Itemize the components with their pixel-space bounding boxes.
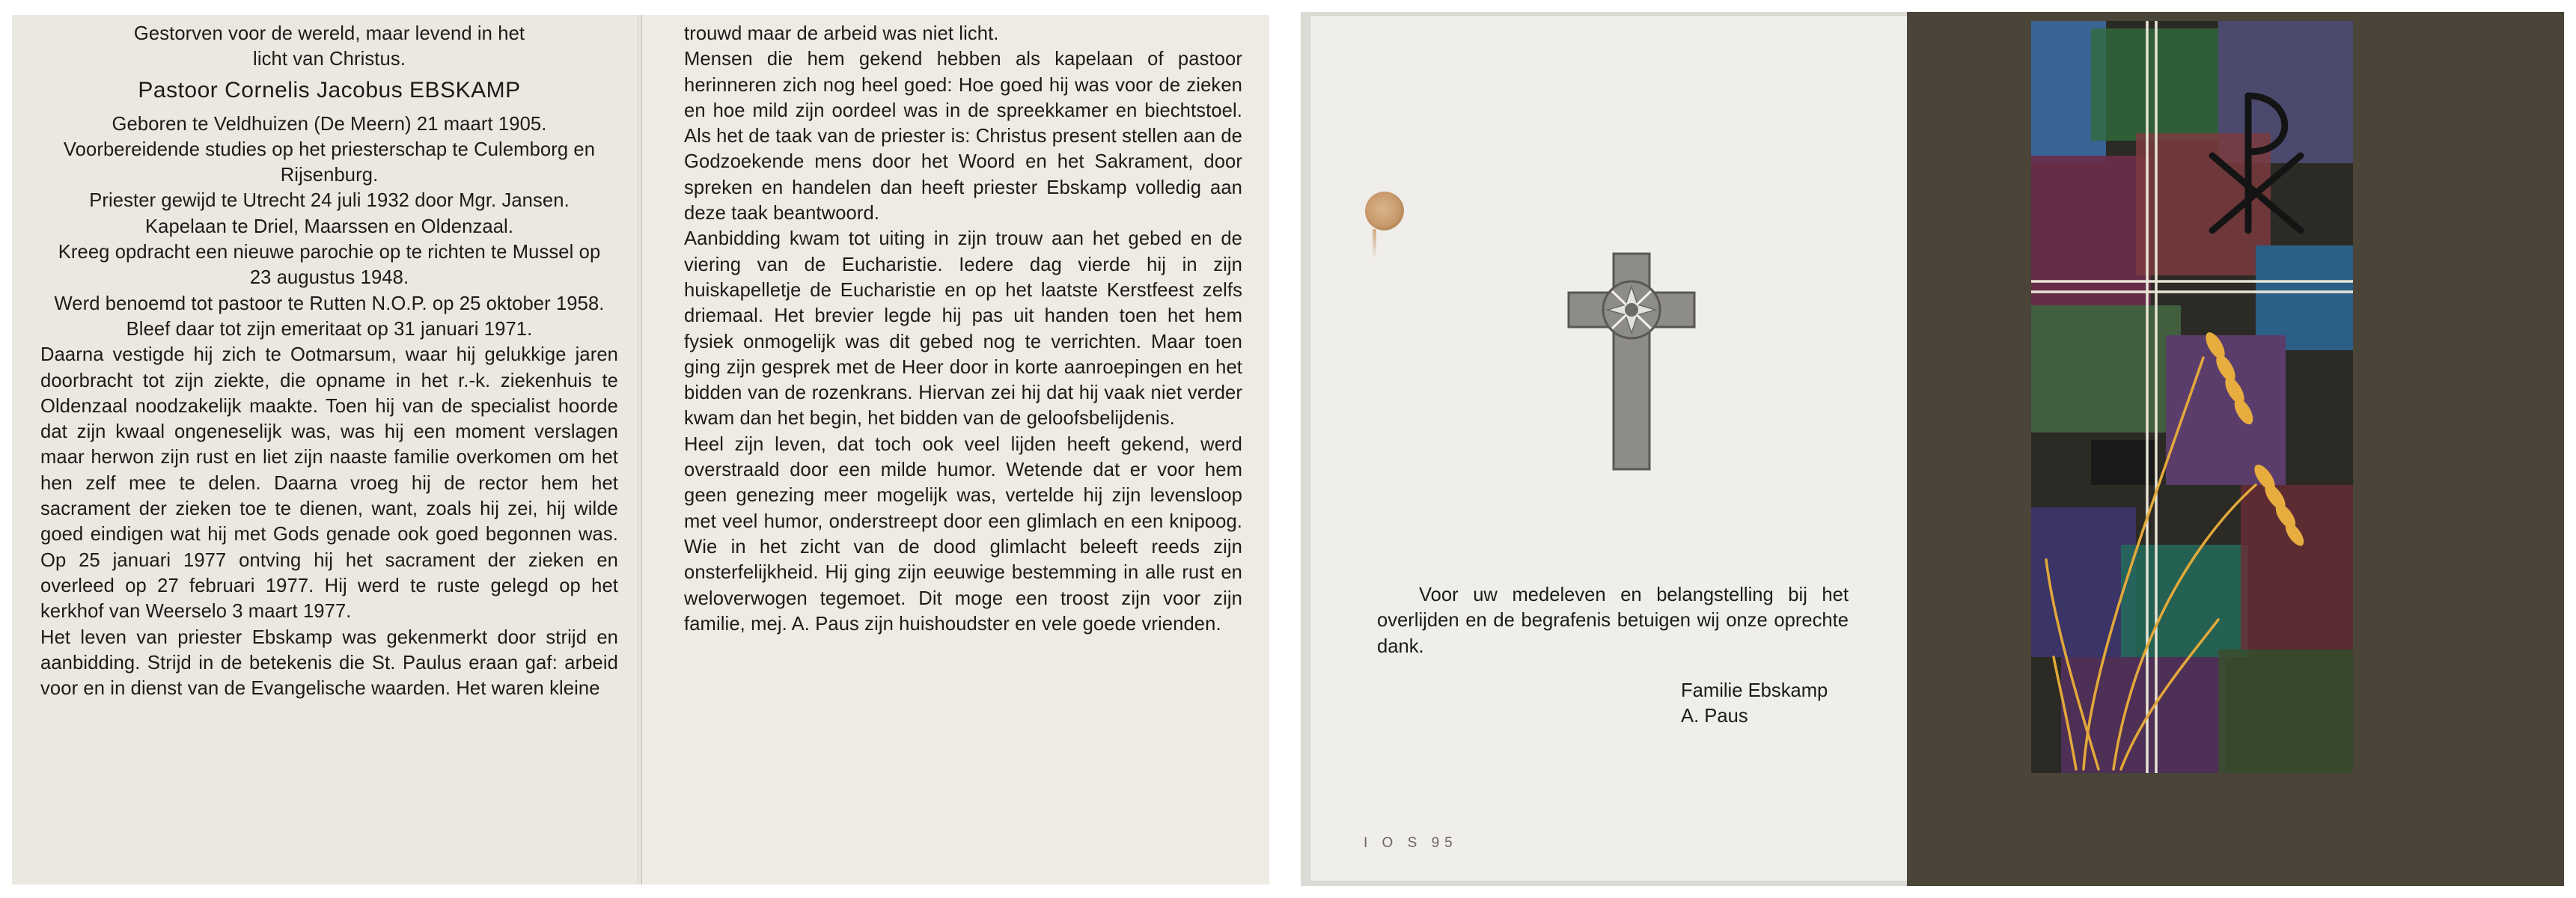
bio-birth: Geboren te Veldhuizen (De Meern) 21 maart 1905. bbox=[112, 113, 547, 135]
stain-drip bbox=[1373, 229, 1376, 259]
continuation-line: trouwd maar de arbeid was niet licht. bbox=[684, 23, 999, 44]
stain-mark bbox=[1365, 192, 1404, 230]
deceased-name: Pastoor Cornelis Jacobus EBSKAMP bbox=[138, 77, 521, 103]
print-code: I O S 95 bbox=[1364, 835, 1458, 851]
epitaph-line-2: licht van Christus. bbox=[253, 49, 406, 70]
middle-text-panel bbox=[641, 15, 1269, 885]
signature-family: Familie Ebskamp bbox=[1681, 680, 1828, 701]
left-text-panel bbox=[12, 15, 641, 885]
card-cover bbox=[1907, 12, 2564, 886]
bio-ordination: Priester gewijd te Utrecht 24 juli 1932 door Mgr. Jansen. bbox=[89, 190, 570, 212]
wheat-icon bbox=[2031, 305, 2353, 773]
celtic-cross-icon bbox=[1566, 251, 1697, 472]
story-paragraph: Daarna vestigde hij zich te Ootmarsum, waar hij gelukkige jaren doorbracht tot zijn ziekte, die opname in het r.-k. ziekenhuis te Oldenzaal noodzakelijk maakte. Toen hij van de specialist hoorde dat zijn kwaal ongeneselijk was, was hij een moment verslagen maar herwon zijn rust en liet zijn naaste familie overkomen om het hen zelf mee te delen. Daarna vroeg hij de rector hem het sacrament der zieken toe te dienen, want, zoals hij zei, hij wilde goed eindigen wat hij met Gods genade ook goed begonnen was. Op 25 januari 1977 ontving hij het sacrament der zieken en overleed op 27 februari 1977. Hij werd te ruste gelegd op het kerkhof van Weerselo 3 maart 1977. bbox=[40, 344, 618, 623]
memories-paragraph: Mensen die hem gekend hebben als kapelaan of pastoor herinneren zich nog heel goed: Hoe goed hij was voor de zieken en hoe mild zijn oordeel was in de spreekkamer en biechtstoel. Als het de taak van de priester is: Christus present stellen aan de Godzoekende mens door het Woord en het Sakrament, door spreken en handelen dan heeft priester Ebskamp volledig aan deze taak beantwoord. bbox=[684, 49, 1242, 224]
humor-paragraph: Heel zijn leven, dat toch ook veel lijden heeft gekend, werd overstraald door een milde humor. Wetende dat er voor hem geen genezing meer mogelijk was, vertelde hij zijn levensloop met veel humor, onderstreept door een glimlach en een knipoog. Wie in het zicht van de dood glimlacht beleeft reeds zijn onsterfelijkheid. Hij ging zijn eeuwige bestemming in alle rust en weloverwogen tegemoet. Dit moge een troost zijn voor zijn familie, mej. A. Paus zijn huishoudster en vele goede vrienden. bbox=[684, 433, 1242, 635]
epitaph-line-1: Gestorven voor de wereld, maar levend in het bbox=[133, 23, 525, 44]
thank-you-note bbox=[1377, 582, 1849, 659]
bio-chaplain: Kapelaan te Driel, Maarssen en Oldenzaal. bbox=[144, 216, 514, 237]
memorial-card-spread bbox=[1301, 12, 2564, 886]
worship-paragraph: Aanbidding kwam tot uiting in zijn trouw aan het gebed en de viering van de Eucharistie. Iedere dag vierde hij in zijn huiskapelletje de Eucharistie en op het laatste Kerstfeest zelfs driemaal. Het brevier legde hij pas uit handen toen het hem fysiek onmogelijk was dit gebed nog te verrichten. Maar toen ging zijn gesprek met de Heer door in korte aanroepingen en het bidden van de rozenkrans. Hiervan zei hij dat hij vaak niet verder kwam dan het begin, het bidden van de geloofsbelijdenis. bbox=[684, 228, 1242, 430]
stained-glass-artwork bbox=[2031, 21, 2353, 773]
signature-housekeeper: A. Paus bbox=[1681, 706, 1748, 727]
card-inner-page bbox=[1310, 15, 1908, 882]
bio-pastor: Werd benoemd tot pastoor te Rutten N.O.P. op 25 oktober 1958. Bleef daar tot zijn emeritaat op 31 januari 1971. bbox=[54, 293, 605, 340]
thank-you-text: Voor uw medeleven en belangstelling bij het overlijden en de begrafenis betuigen wij onze oprechte dank. bbox=[1377, 584, 1849, 657]
memorial-text-spread bbox=[12, 15, 1269, 885]
bio-parish: Kreeg opdracht een nieuwe parochie op te richten te Mussel op 23 augustus 1948. bbox=[58, 242, 601, 289]
life-paragraph: Het leven van priester Ebskamp was gekenmerkt door strijd en aanbidding. Strijd in de betekenis die St. Paulus eraan gaf: arbeid voor en in dienst van de Evangelische waarden. Het waren kleine bbox=[40, 626, 618, 700]
bio-studies: Voorbereidende studies op het priesterschap te Culemborg en Rijsenburg. bbox=[63, 138, 596, 186]
